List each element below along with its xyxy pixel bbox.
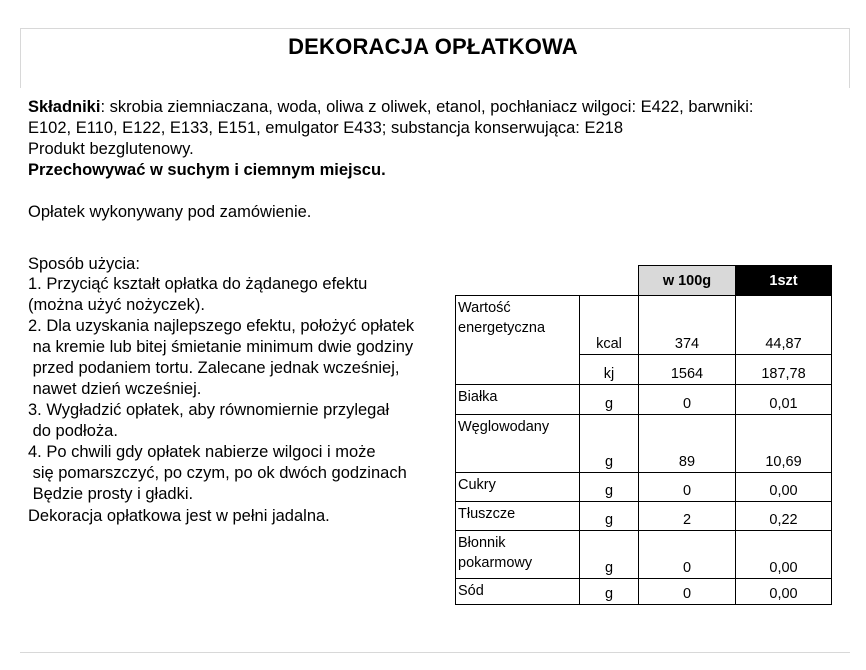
ingredients-label: Składniki: [28, 98, 101, 116]
usage-line: Dekoracja opłatkowa jest w pełni jadalna.: [28, 507, 330, 525]
unit-cell: kcal: [580, 296, 639, 355]
nutrient-row: [456, 385, 832, 415]
unit-cell: g: [580, 415, 639, 473]
nutrient-row: [456, 579, 832, 605]
value-100g-cell: 89: [639, 415, 736, 473]
ingredients-line-2: E102, E110, E122, E133, E151, emulgator E433; substancja konserwująca: E218: [28, 119, 624, 137]
nutrient-label: Węglowodany: [456, 415, 580, 473]
value-1szt-cell: 44,87: [736, 296, 832, 355]
value-1szt-cell: 0,00: [736, 531, 832, 579]
value-100g-cell: 0: [639, 579, 736, 605]
nutrient-label: Białka: [456, 385, 580, 415]
gluten-free-note: Produkt bezglutenowy.: [28, 140, 194, 158]
made-to-order-note: Opłatek wykonywany pod zamówienie.: [28, 203, 312, 221]
unit-cell: kj: [580, 355, 639, 385]
nutrition-table: [455, 265, 832, 605]
nutrient-row: [456, 415, 832, 473]
unit-cell: g: [580, 579, 639, 605]
usage-heading: Sposób użycia:: [28, 255, 140, 273]
value-1szt-cell: 0,00: [736, 473, 832, 502]
page-rule-bottom: [20, 652, 850, 653]
usage-line: 4. Po chwili gdy opłatek nabierze wilgoci i może: [28, 443, 376, 461]
header-blank-cell: [456, 266, 639, 296]
value-100g-cell: 0: [639, 473, 736, 502]
document-title: DEKORACJA OPŁATKOWA: [288, 34, 578, 59]
nutrient-label: Sód: [456, 579, 580, 605]
value-1szt-cell: 0,01: [736, 385, 832, 415]
value-1szt-cell: 10,69: [736, 415, 832, 473]
unit-cell: g: [580, 502, 639, 531]
value-100g-cell: 1564: [639, 355, 736, 385]
usage-line: 1. Przyciąć kształt opłatka do żądanego efektu: [28, 275, 368, 293]
usage-line: Będzie prosty i gładki.: [28, 485, 194, 503]
value-1szt-cell: 187,78: [736, 355, 832, 385]
energy-label-line-1: Wartość: [458, 300, 511, 316]
nutrient-row: [456, 473, 832, 502]
value-100g-cell: 374: [639, 296, 736, 355]
usage-line: (można użyć nożyczek).: [28, 296, 205, 314]
nutrient-label: Tłuszcze: [456, 502, 580, 531]
energy-label-line-2: energetyczna: [458, 320, 546, 336]
usage-line: przed podaniem tortu. Zalecane jednak wcześniej,: [28, 359, 400, 377]
value-1szt-cell: 0,22: [736, 502, 832, 531]
energy-label: [456, 296, 580, 385]
nutrient-label: Cukry: [456, 473, 580, 502]
value-100g-cell: 0: [639, 385, 736, 415]
usage-line: na kremie lub bitej śmietanie minimum dwie godziny: [28, 338, 414, 356]
nutrient-row: [456, 502, 832, 531]
usage-line: nawet dzień wcześniej.: [28, 380, 202, 398]
value-1szt-cell: 0,00: [736, 579, 832, 605]
ingredients-text: : skrobia ziemniaczana, woda, oliwa z oliwek, etanol, pochłaniacz wilgoci: E422, barwniki:: [100, 98, 754, 116]
storage-text: Przechowywać w suchym i ciemnym miejscu.: [28, 161, 386, 179]
ingredients-line-1: [28, 97, 753, 118]
usage-line: do podłoża.: [28, 422, 118, 440]
nutrient-label: Błonnik pokarmowy: [456, 531, 580, 579]
nutrient-row: [456, 531, 832, 579]
usage-line: 2. Dla uzyskania najlepszego efektu, położyć opłatek: [28, 317, 415, 335]
energy-kcal-row: [456, 296, 832, 355]
col-header-100g: w 100g: [639, 266, 736, 296]
usage-line: 3. Wygładzić opłatek, aby równomiernie przylegał: [28, 401, 390, 419]
value-100g-cell: 2: [639, 502, 736, 531]
storage-note: [28, 160, 386, 181]
unit-cell: g: [580, 531, 639, 579]
nutrition-header-row: [456, 266, 832, 296]
usage-line: się pomarszczyć, po czym, po ok dwóch godzinach: [28, 464, 407, 482]
unit-cell: g: [580, 385, 639, 415]
unit-cell: g: [580, 473, 639, 502]
page-rule-top: [20, 28, 850, 29]
col-header-1szt: 1szt: [736, 266, 832, 296]
value-100g-cell: 0: [639, 531, 736, 579]
